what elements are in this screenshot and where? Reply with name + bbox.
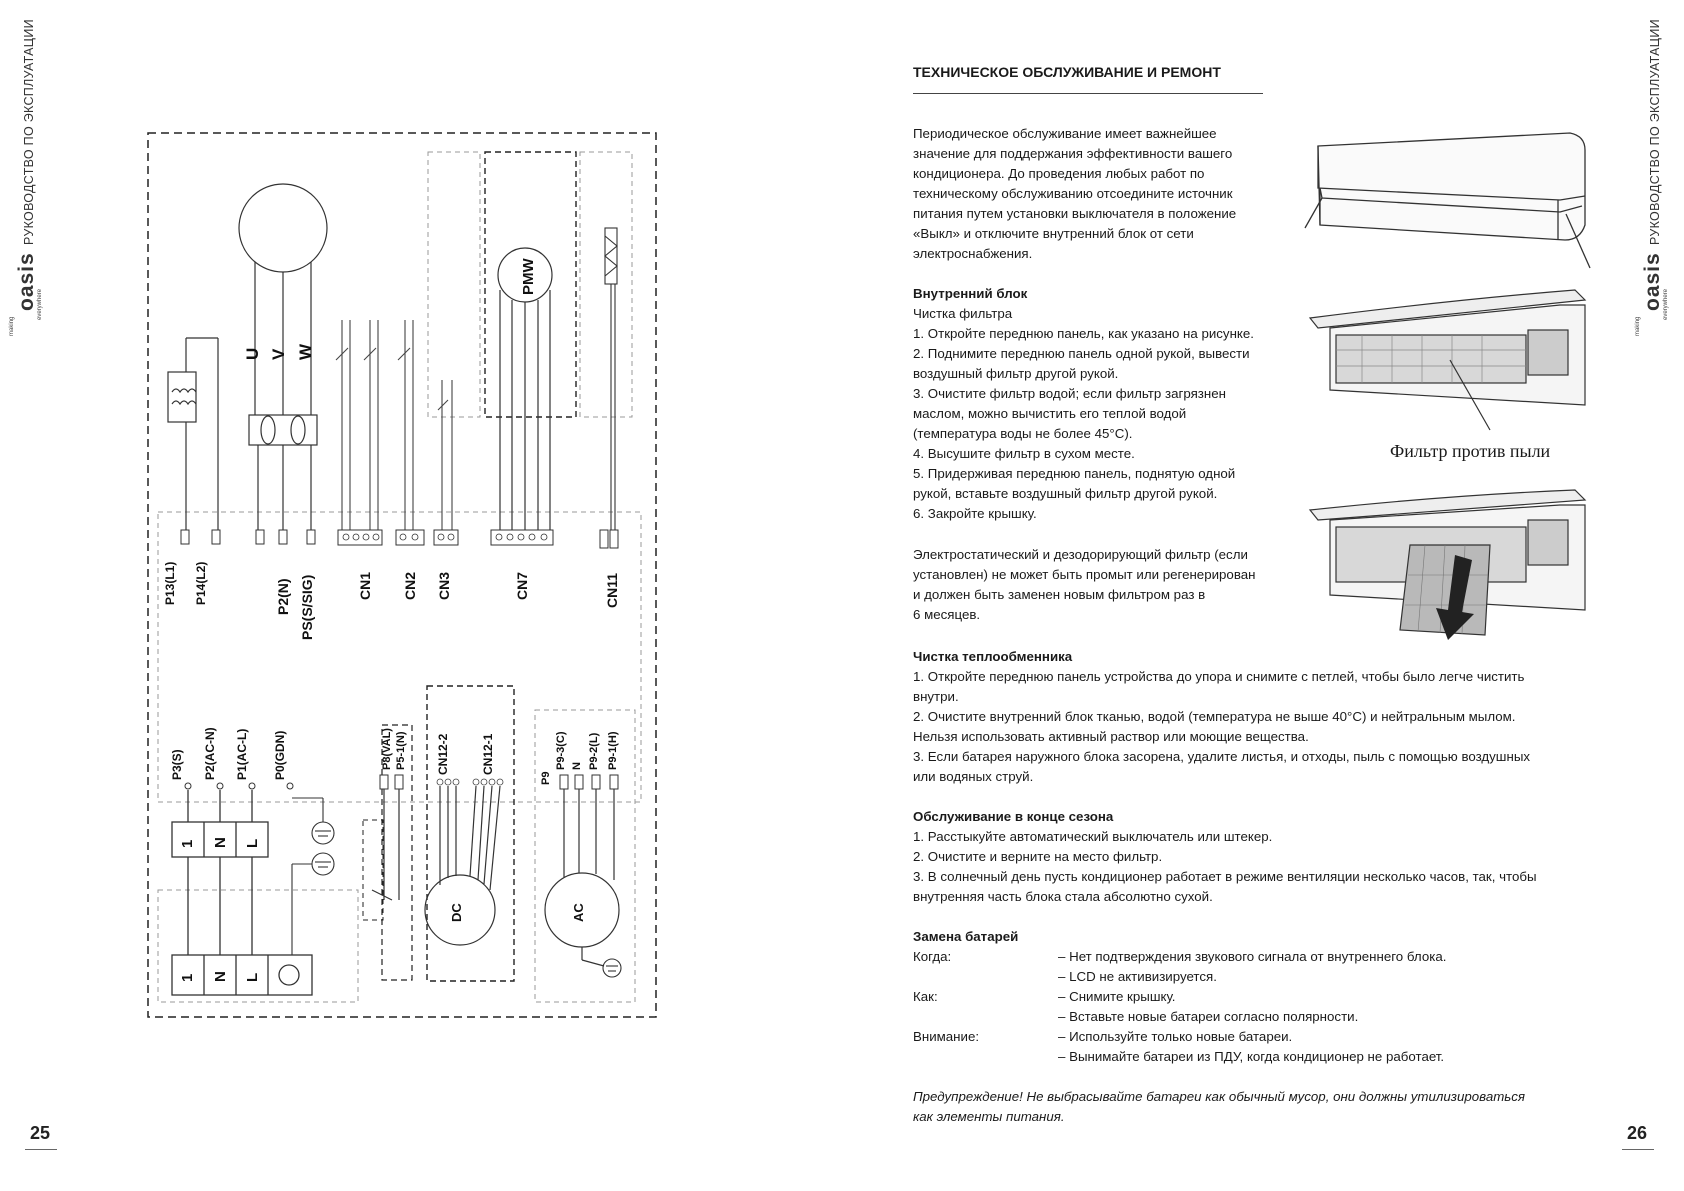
label-cn7: CN7 — [514, 571, 530, 600]
intro-line: значение для поддержания эффективности вашего — [913, 146, 1233, 161]
battery-row — [913, 1047, 1445, 1067]
heat-exchanger-line: или водяных струй. — [913, 769, 1034, 784]
battery-row — [913, 1007, 1359, 1027]
heat-exchanger-line: 1. Откройте переднюю панель устройства до упора и снимите с петлей, чтобы было легче чистить — [913, 669, 1525, 684]
battery-row-label: Когда: — [913, 949, 952, 964]
intro-line: электроснабжения. — [913, 246, 1033, 261]
label-cn12-1: CN12-1 — [481, 733, 495, 775]
ac-unit-closed-illustration — [1300, 125, 1600, 275]
battery-row — [913, 987, 1176, 1007]
indoor-line: 3. Очистите фильтр водой; если фильтр загрязнен — [913, 386, 1226, 401]
warning-line: Предупреждение! Не выбрасывайте батареи как обычный мусор, они должны утилизироваться — [913, 1089, 1526, 1104]
ac-motor-label: AC — [571, 903, 586, 922]
electrostatic-line: установлен) не может быть промыт или регенерирован — [913, 567, 1256, 582]
intro-line: питания путем установки выключателя в положение — [913, 206, 1237, 221]
page-heading: ТЕХНИЧЕСКОЕ ОБСЛУЖИВАНИЕ И РЕМОНТ — [913, 64, 1221, 80]
warning-paragraph — [913, 1087, 1525, 1127]
terminal-upper-n: N — [212, 837, 229, 848]
indoor-title: Внутренний блок — [913, 286, 1028, 301]
battery-row-value: – Вставьте новые батареи согласно полярности. — [1058, 1009, 1359, 1024]
indoor-subtitle: Чистка фильтра — [913, 306, 1013, 321]
season-end-title: Обслуживание в конце сезона — [913, 809, 1114, 824]
indoor-line: 5. Придерживая переднюю панель, поднятую одной — [913, 466, 1236, 481]
intro-line: кондиционера. До проведения любых работ по — [913, 166, 1205, 181]
right-page-rule — [1622, 1149, 1654, 1150]
right-brand-tagline-2: everywhere — [1663, 288, 1669, 320]
season-end-section — [913, 807, 1537, 907]
left-brand-tagline-1: making — [9, 316, 15, 336]
batteries-title: Замена батарей — [913, 929, 1019, 944]
filter-caption: Фильтр против пыли — [1390, 441, 1551, 461]
filter-removal-illustration — [1300, 488, 1600, 648]
label-p9: P9 — [540, 771, 552, 785]
heat-exchanger-line: 3. Если батарея наружного блока засорена, удалите листья, и отходы, пыль с помощью воздушных — [913, 749, 1531, 764]
heading-rule — [913, 93, 1263, 94]
indoor-line: (температура воды не более 45°С). — [913, 426, 1133, 441]
season-end-line: 3. В солнечный день пусть кондиционер работает в режиме вентиляции несколько часов, так, чтобы — [913, 869, 1537, 884]
dc-motor-label: DC — [449, 903, 464, 922]
battery-row-label: Внимание: — [913, 1029, 980, 1044]
label-cn11: CN11 — [604, 572, 620, 608]
electrostatic-line: и должен быть заменен новым фильтром раз в — [913, 587, 1206, 602]
electrostatic-line: 6 месяцев. — [913, 607, 981, 622]
label-p14: P14(L2) — [194, 561, 208, 605]
label-p2acn: P2(AC-N) — [203, 727, 217, 780]
right-page-number: 26 — [1627, 1123, 1648, 1143]
intro-line: Периодическое обслуживание имеет важнейшее — [913, 126, 1217, 141]
indoor-line: маслом, можно вычистить его теплой водой — [913, 406, 1187, 421]
wiring-diagram — [140, 125, 670, 1025]
electrostatic-paragraph — [913, 545, 1255, 625]
terminal-upper-l: L — [244, 838, 261, 848]
pmw-label: PMW — [520, 258, 537, 295]
label-p9-3c: P9-3(C) — [555, 731, 567, 770]
intro-line: «Выкл» и отключите внутренний блок от сети — [913, 226, 1194, 241]
motor-label-w: W — [296, 343, 315, 360]
terminal-upper-1: 1 — [179, 839, 196, 848]
left-page-rule — [25, 1149, 57, 1150]
electrostatic-line: Электростатический и дезодорирующий фильтр (если — [913, 547, 1248, 562]
right-brand-name: oasis — [1641, 252, 1664, 311]
season-end-line: внутренняя часть блока стала абсолютно сухой. — [913, 889, 1213, 904]
indoor-line: 2. Поднимите переднюю панель одной рукой, вывести — [913, 346, 1250, 361]
heat-exchanger-line: Нельзя использовать активный раствор или моющие вещества. — [913, 729, 1309, 744]
terminal-lower-l: L — [244, 972, 261, 982]
left-page-number: 25 — [30, 1123, 51, 1143]
indoor-line: воздушный фильтр другой рукой. — [913, 366, 1119, 381]
indoor-section — [913, 284, 1254, 524]
battery-row-value: – LCD не активизируется. — [1058, 969, 1217, 984]
right-side-title: РУКОВОДСТВО ПО ЭКСПЛУАТАЦИИ — [1648, 19, 1662, 245]
left-brand-tagline-2: everywhere — [37, 288, 43, 320]
heat-exchanger-line: 2. Очистите внутренний блок тканью, водой (температура не выше 40°С) и нейтральным мылом. — [913, 709, 1516, 724]
ac-unit-open-illustration — [1300, 285, 1600, 435]
intro-line: техническому обслуживанию отсоедините источник — [913, 186, 1233, 201]
left-side-title: РУКОВОДСТВО ПО ЭКСПЛУАТАЦИИ — [22, 19, 36, 245]
battery-row — [913, 967, 1217, 987]
label-n: N — [571, 762, 583, 770]
label-p8val: P8(VAL) — [381, 728, 393, 770]
label-cn2: CN2 — [402, 571, 418, 600]
label-ps: PS(S/SIG) — [299, 574, 315, 640]
motor-label-v: V — [269, 348, 288, 360]
label-p1acl: P1(AC-L) — [235, 728, 249, 780]
terminal-lower-n: N — [212, 971, 229, 982]
battery-row — [913, 1027, 1293, 1047]
heat-exchanger-title: Чистка теплообменника — [913, 649, 1073, 664]
indoor-line: 4. Высушите фильтр в сухом месте. — [913, 446, 1135, 461]
indoor-line: 1. Откройте переднюю панель, как указано на рисунке. — [913, 326, 1254, 341]
season-end-line: 2. Очистите и верните на место фильтр. — [913, 849, 1163, 864]
label-p5-1n: P5-1(N) — [395, 731, 407, 770]
indoor-line: рукой, вставьте воздушный фильтр другой рукой. — [913, 486, 1218, 501]
terminal-lower-1: 1 — [179, 973, 196, 982]
warning-line: как элементы питания. — [913, 1109, 1065, 1124]
battery-row — [913, 947, 1447, 967]
label-p2n: P2(N) — [275, 578, 291, 615]
batteries-section — [913, 927, 1447, 1067]
battery-row-value: – Снимите крышку. — [1058, 989, 1176, 1004]
label-p9-2l: P9-2(L) — [588, 732, 600, 770]
indoor-line: 6. Закройте крышку. — [913, 506, 1037, 521]
battery-row-label: Как: — [913, 989, 938, 1004]
battery-row-value: – Нет подтверждения звукового сигнала от внутреннего блока. — [1058, 949, 1447, 964]
heat-exchanger-line: внутри. — [913, 689, 959, 704]
label-p13: P13(L1) — [163, 561, 177, 605]
heat-exchanger-section — [913, 647, 1530, 787]
left-brand-name: oasis — [15, 252, 38, 311]
label-cn1: CN1 — [357, 571, 373, 600]
label-p9-1h: P9-1(H) — [607, 731, 619, 770]
right-brand-tagline-1: making — [1635, 316, 1641, 336]
intro-paragraph — [913, 124, 1236, 264]
season-end-line: 1. Расстыкуйте автоматический выключатель или штекер. — [913, 829, 1273, 844]
label-cn3: CN3 — [436, 571, 452, 600]
label-cn12-2: CN12-2 — [436, 733, 450, 775]
battery-row-value: – Используйте только новые батареи. — [1058, 1029, 1293, 1044]
label-p3s: P3(S) — [170, 749, 184, 780]
motor-label-u: U — [243, 347, 262, 360]
battery-row-value: – Вынимайте батареи из ПДУ, когда кондиционер не работает. — [1058, 1049, 1445, 1064]
label-p0gdn: P0(GDN) — [273, 730, 287, 780]
